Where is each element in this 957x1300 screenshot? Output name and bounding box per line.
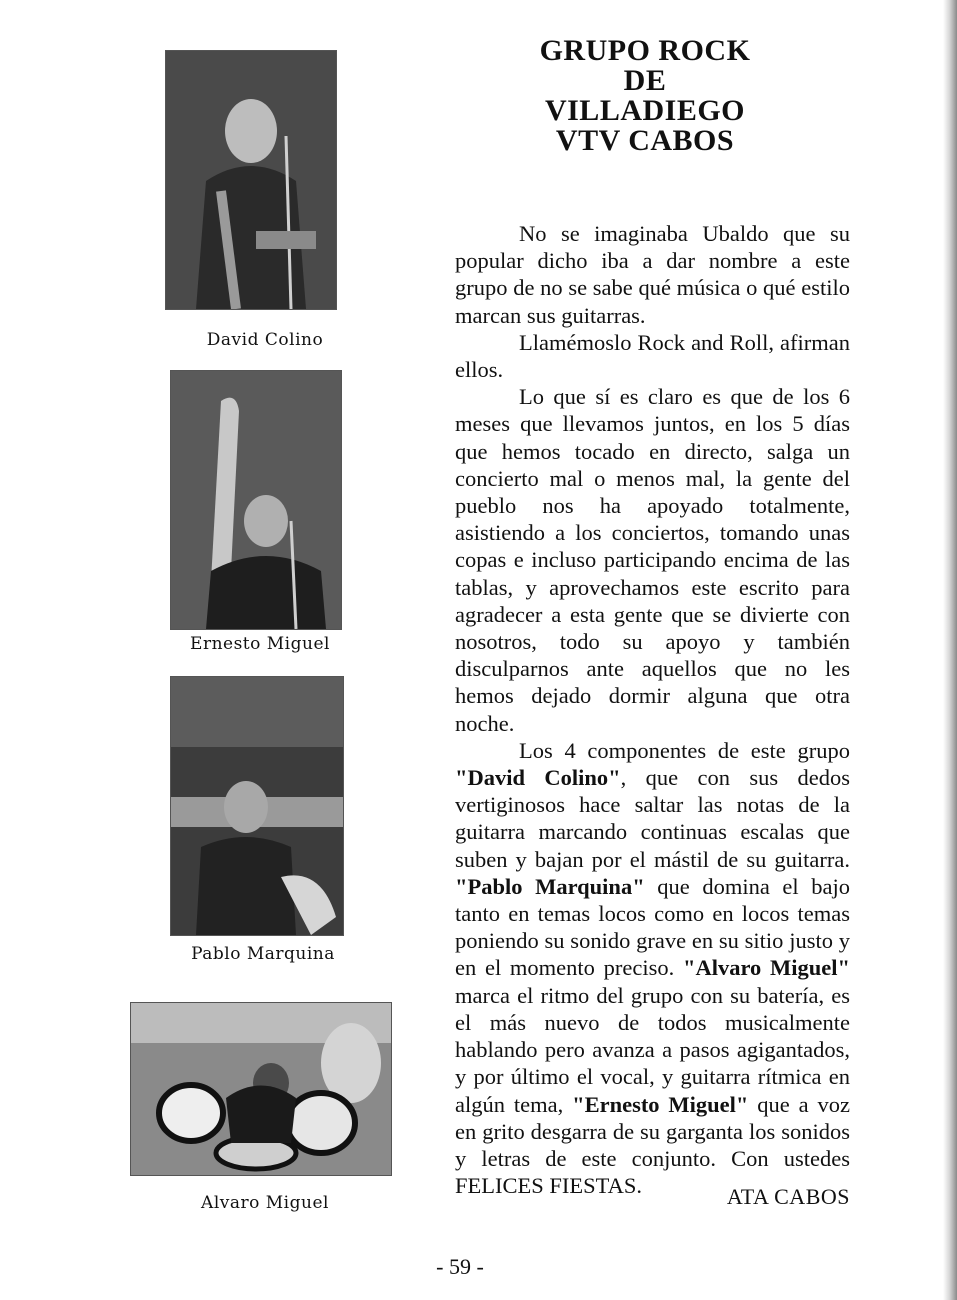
article-body [455,220,850,1199]
paragraph-4-part-b: , que con sus dedos vertiginosos hace saltar las notas de la guitarra marcando continuas escalas que suben y bajan por el mástil de su guitarra. [455,765,850,872]
article-title [520,36,770,156]
photo-alvaro-miguel [130,1002,392,1176]
signature: ATA CABOS [726,1184,850,1209]
photo-david-colino [165,50,337,310]
caption-ernesto-miguel: Ernesto Miguel [190,634,330,654]
caption-alvaro-miguel: Alvaro Miguel [201,1193,329,1213]
page-number: - 59 - [436,1254,484,1279]
caption-david-colino: David Colino [206,330,324,350]
title-line-1: GRUPO ROCK [539,34,751,67]
photo-pablo-marquina [170,676,344,936]
paragraph-4-part-a: Los 4 componentes de este grupo [519,737,850,763]
page-edge-shadow [943,0,957,1300]
title-line-3: VILLADIEGO [544,94,746,127]
photo-ernesto-miguel [170,370,342,630]
paragraph-1: No se imaginaba Ubaldo que su popular dicho iba a dar nombre a este grupo de no se sabe qué música o qué estilo marcan sus guitarras. [455,221,850,328]
paragraph-3: Lo que sí es claro es que de los 6 meses que llevamos juntos, en los 5 días que hemos tocado en directo, salga un concierto mal o menos mal, la gente del pueblo nos ha apoyado totalmente, asistiendo a los conciertos, tomando unas copas e incluso participando encima de las tablas, y aprovechamos este escrito para agradecer a esta gente que se divierte con nosotros, todo su apoyo y también disculparnos ante aquellos que no les hemos dejado dormir alguna que otra noche. [455,384,850,736]
title-line-2: DE [623,64,667,97]
member-name-david: "David Colino" [455,765,621,791]
member-name-ernesto: "Ernesto Miguel" [572,1091,749,1117]
paragraph-4-part-d: marca el ritmo del grupo con su batería, es el más nuevo de todos musicalmente hablando pero avanza a pasos agigantados, y por último el vocal, y guitarra rítmica en algún tema, [455,982,850,1117]
member-name-alvaro: "Alvaro Miguel" [682,955,850,981]
paragraph-4 [455,737,850,1199]
title-line-4: VTV CABOS [555,124,735,157]
member-name-pablo: "Pablo Marquina" [455,873,645,899]
paragraph-4-part-e: que a voz en grito desgarra de su garganta los sonidos y letras de este conjunto. Con ustedes FELICES FIESTAS. [455,1091,850,1199]
paragraph-2: Llamémoslo Rock and Roll, afirman ellos. [455,329,850,383]
paragraph-4-part-c: que domina el bajo tanto en temas locos como en locos temas poniendo su sonido grave en su sitio justo y en el momento preciso. [455,873,850,981]
caption-pablo-marquina: Pablo Marquina [191,944,335,964]
